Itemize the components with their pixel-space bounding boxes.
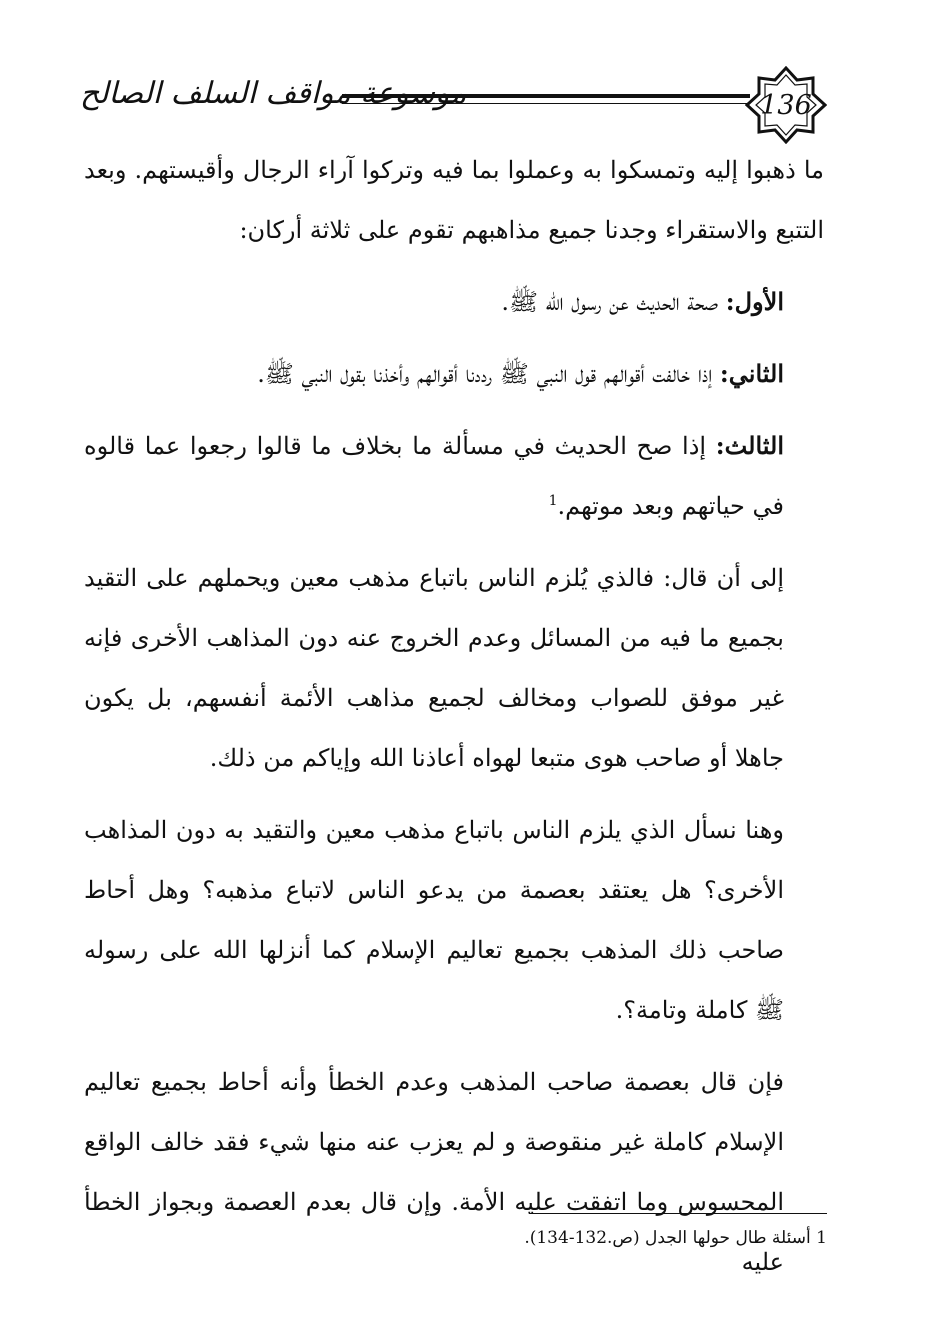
paragraph-intro (84, 140, 824, 260)
pillar-text: إذا صح الحديث في مسألة ما بخلاف ما قالوا رجعوا عما قالوه في حياتهم وبعد موتهم. (84, 432, 784, 520)
paragraph-question (84, 800, 824, 1040)
footnote-separator (529, 1213, 827, 1214)
paragraph-text: وهنا نسأل الذي يلزم الناس باتباع مذهب معين والتقيد به دون المذاهب الأخرى؟ هل يعتقد بعصمة من يدعو الناس لاتباع مذهبه؟ وهل أحاط صاحب ذلك المذهب بجميع تعاليم الإسلام كما أنزلها الله على رسوله ﷺ كاملة وتامة؟. (84, 816, 784, 1024)
paragraph-quote-continuation (84, 548, 824, 788)
pillar-first (84, 272, 824, 332)
pillar-label: الأول: (725, 287, 784, 316)
footnote-text: أسئلة طال حولها الجدل (ص.132-134). (524, 1228, 817, 1248)
pillar-text: صحة الحديث عن رسول الله ﷺ. (501, 288, 726, 316)
pillar-label: الثالث: (715, 431, 784, 460)
page-header (80, 64, 855, 144)
paragraph-text: فإن قال بعصمة صاحب المذهب وعدم الخطأ وأنه أحاط بجميع تعاليم الإسلام كاملة غير منقوصة و لم يعزب عنه منها شيء فقد خالف الواقع المحسوس وما اتفقت عليه الأمة. وإن قال بعدم العصمة وبجواز الخطأ عليه (84, 1068, 784, 1276)
paragraph-text: ما ذهبوا إليه وتمسكوا به وعملوا بما فيه وتركوا آراء الرجال وأقيستهم. وبعد التتبع والاستقراء وجدنا جميع مذاهبهم تقوم على ثلاثة أركان: (84, 156, 824, 244)
pillar-third (84, 416, 824, 536)
pillar-label: الثاني: (719, 359, 784, 388)
paragraph-text: إلى أن قال: فالذي يُلزم الناس باتباع مذهب معين ويحملهم على التقيد بجميع ما فيه من المسائل وعدم الخروج عنه دون المذاهب الأخرى فإنه غير موفق للصواب ومخالف لجميع مذاهب الأئمة أنفسهم، بل يكون جاهلا أو صاحب هوى متبعا لهواه أعاذنا الله وإياكم من ذلك. (84, 564, 784, 772)
running-title: موسوعة مواقف السلف الصالح (80, 76, 467, 111)
pillar-second (84, 344, 824, 404)
header-rule (342, 94, 750, 104)
body-text (84, 140, 824, 1292)
page-number: 136 (760, 89, 812, 121)
paragraph-argument (84, 1052, 824, 1292)
footnote-number: 1 (816, 1228, 827, 1248)
footnote-reference[interactable]: 1 (548, 493, 558, 509)
footnote (327, 1228, 827, 1248)
pillar-text: إذا خالفت أقوالهم قول النبي ﷺ رددنا أقوالهم وأخذنا بقول النبي ﷺ. (257, 360, 720, 388)
